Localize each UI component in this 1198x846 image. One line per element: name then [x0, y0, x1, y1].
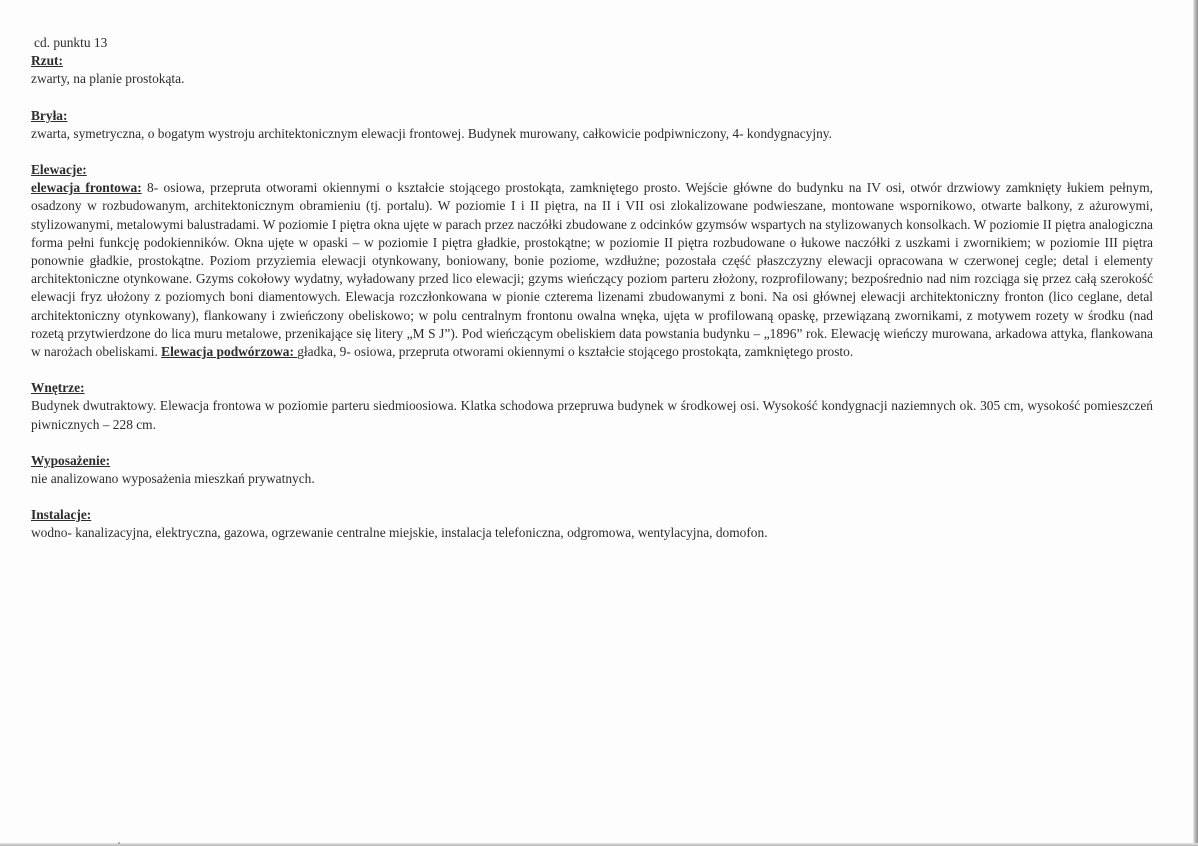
spacer: [31, 89, 1153, 107]
spacer: [31, 143, 1153, 161]
section-instalacje: [31, 506, 1153, 542]
continuation-note: cd. punktu 13: [34, 35, 108, 50]
section-bryla: [31, 107, 1153, 143]
label-elewacja-podworzowa: Elewacja podwórzowa:: [161, 344, 298, 360]
spacer: [31, 488, 1153, 506]
text-wnetrze: Budynek dwutraktowy. Elewacja frontowa w poziomie parteru siedmioosiowa. Klatka schodowa przepruwa budynek w środkowej osi. Wysokość kondygnacji naziemnych ok. 305 cm, wysokość pomieszczeń piwnicznych – 228 cm.: [31, 398, 1153, 432]
scan-speck: [118, 842, 120, 844]
document-body: [31, 34, 1153, 543]
text-wyposazenie: nie analizowano wyposażenia mieszkań prywatnych.: [31, 471, 315, 487]
text-instalacje: wodno- kanalizacyjna, elektryczna, gazowa, ogrzewanie centralne miejskie, instalacja telefoniczna, odgromowa, wentylacyjna, domofon.: [31, 525, 768, 541]
heading-instalacje: Instalacje:: [31, 507, 92, 523]
spacer: [31, 434, 1153, 452]
text-elewacje: [31, 179, 1153, 361]
text-elewacja-podworzowa: gładka, 9- osiowa, przepruta otworami okiennymi o kształcie stojącego prostokąta, zamkniętego prosto.: [297, 344, 854, 360]
text-elewacja-frontowa: 8- osiowa, przepruta otworami okiennymi o kształcie stojącego prostokąta, zamkniętego prosto. Wejście główne do budynku na IV osi, otwór drzwiowy zamknięty łukiem pełnym, osadzony w rozbudowanym, architektonicznym obramieniu (tj. portalu). W poziomie I i II piętra, na II i VII osi zlokalizowane podwieszane, montowane wspornikowo, otwarte balkony, z ażurowymi, stylizowanymi, metalowymi balustradami. W poziomie I piętra okna ujęte w parach przez naczółki zbudowane z odcinków gzymsów wspartych na stylizowanych konsolkach. W poziomie II piętra analogiczna forma pełni funkcję podokienników. Okna ujęte w opaski – w poziomie I piętra gładkie, prostokątne; w poziomie II piętra rozbudowane o łukowe naczółki z uszkami i zwornikiem; w poziomie III piętra ponownie gładkie, prostokątne. Poziom przyziemia elewacji otynkowany, boniowany, bonie poziome, wzdłużne; pozostała część płaszczyzny elewacji opracowana w czerwonej cegle; detal i elementy architektoniczne otynkowane. Gzyms cokołowy wydatny, wyładowany przed lico elewacji; gzyms wieńczący poziom parteru złożony, rozprofilowany; bezpośrednio nad nim rozciąga się przez całą szerokość elewacji fryz ułożony z poziomych boni diamentowych. Elewacja rozczłonkowana w pionie czterema lizenami zbudowanymi z boni. Na osi głównej elewacji architektoniczny fronton (lico ceglane, detal architektoniczny otynkowany), flankowany i zwieńczony obeliskowo; w polu centralnym frontonu owalna wnęka, ujęta w profilowaną opaskę, przewiązaną zwornikami, z motywem rozety w środku (nad rozetą przytwierdzone do lica muru metalowe, przenikające się litery „M S J”). Pod wieńczącym obeliskiem data powstania budynku – „1896” rok. Elewację wieńczy murowana, arkadowa attyka, flankowana w narożach obeliskami.: [31, 180, 1153, 360]
section-wyposazenie: [31, 452, 1153, 488]
text-rzut: zwarty, na planie prostokąta.: [31, 71, 185, 87]
heading-bryla: Bryła:: [31, 107, 68, 123]
scan-edge-right: [1194, 0, 1198, 846]
section-rzut: [31, 52, 1153, 88]
heading-wyposazenie: Wyposażenie:: [31, 452, 111, 468]
section-wnetrze: [31, 379, 1153, 434]
section-elewacje: [31, 161, 1153, 361]
heading-rzut: Rzut:: [31, 53, 63, 69]
heading-wnetrze: Wnętrze:: [31, 380, 85, 396]
spacer: [31, 361, 1153, 379]
heading-elewacje: Elewacje:: [31, 162, 87, 178]
text-bryla: zwarta, symetryczna, o bogatym wystroju architektonicznym elewacji frontowej. Budynek murowany, całkowicie podpiwniczony, 4- kondygnacyjny.: [31, 125, 832, 141]
label-elewacja-frontowa: elewacja frontowa:: [31, 180, 142, 196]
